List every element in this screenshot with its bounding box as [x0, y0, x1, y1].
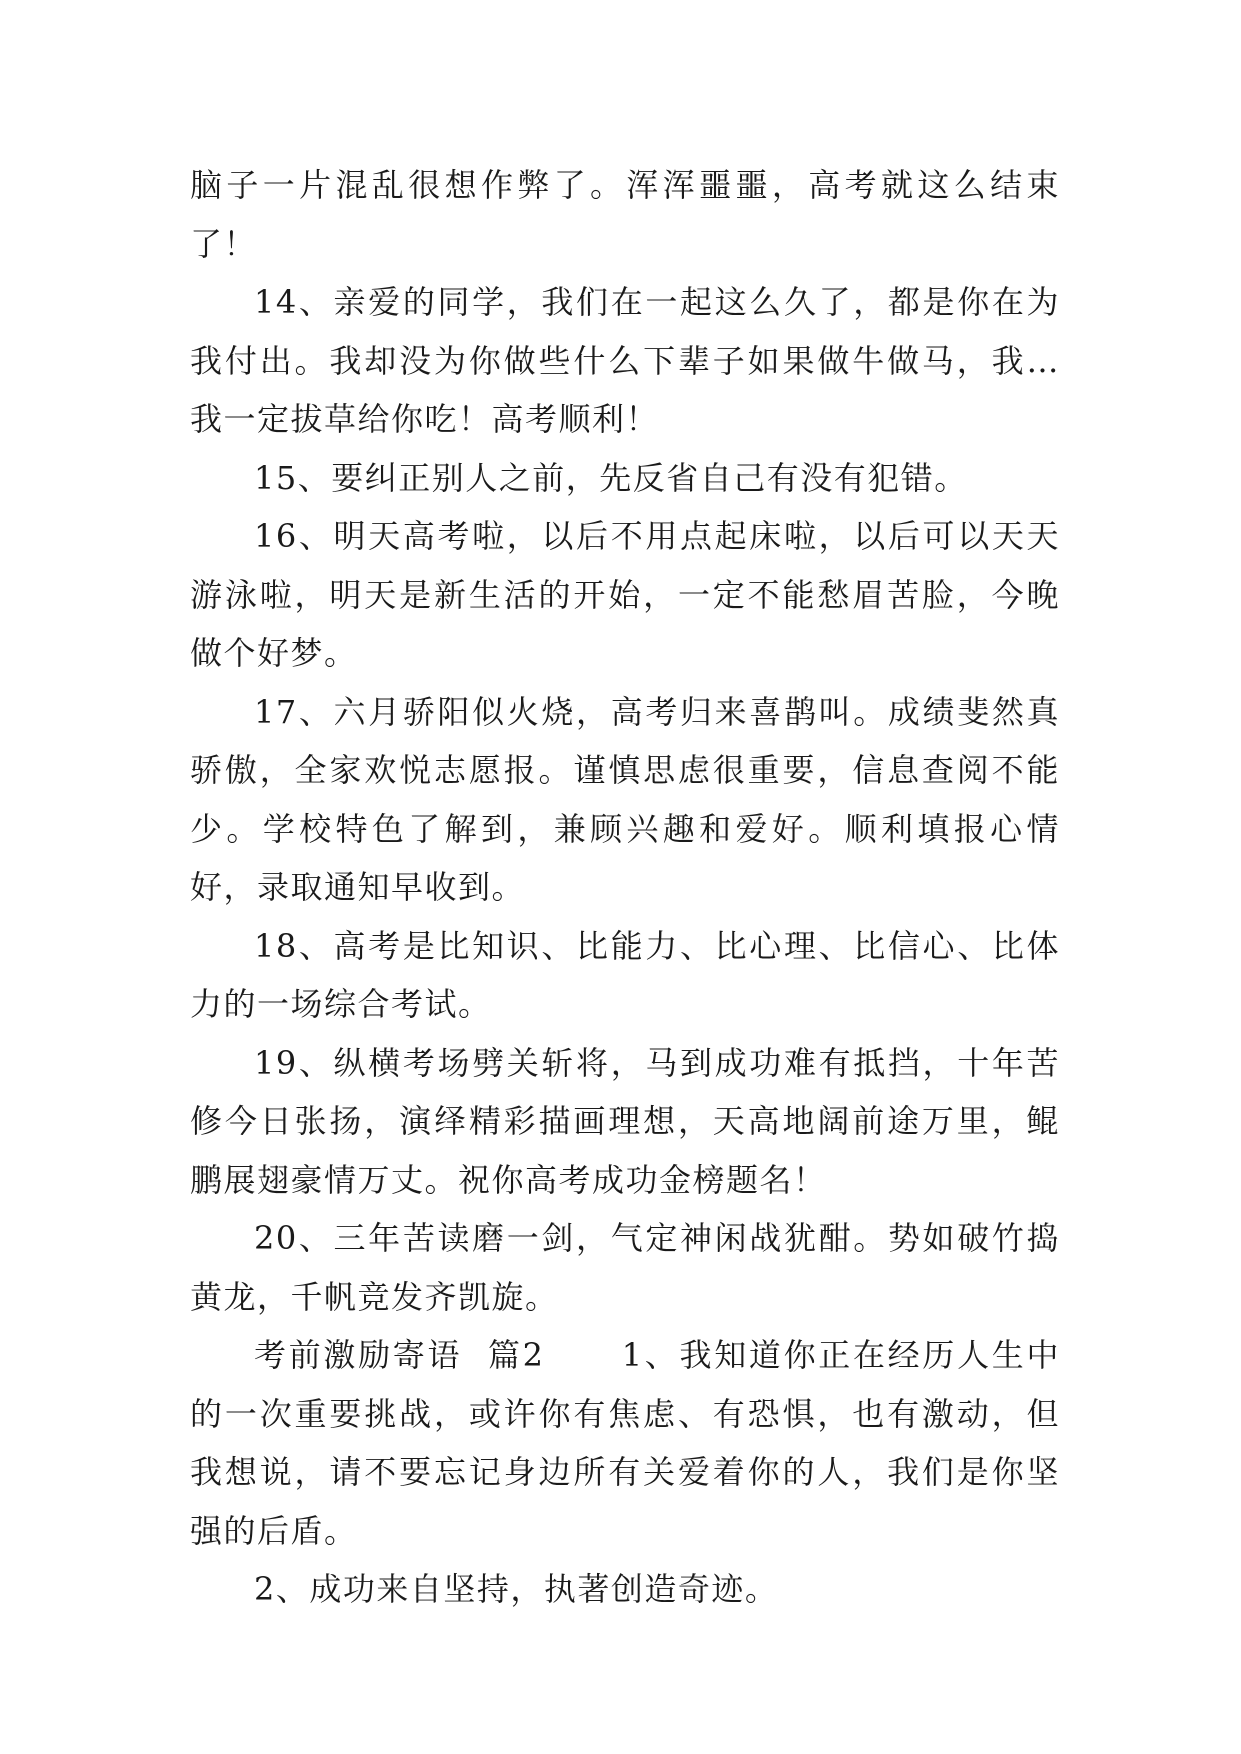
paragraph-item-17: 17、六月骄阳似火烧，高考归来喜鹊叫。成绩斐然真骄傲，全家欢悦志愿报。谨慎思虑很重要，信息查阅不能少。学校特色了解到，兼顾兴趣和爱好。顺利填报心情好，录取通知早收到。 [190, 692, 1060, 906]
paragraph-item-18: 18、高考是比知识、比能力、比心理、比信心、比体力的一场综合考试。 [190, 926, 1060, 1023]
paragraph-item-16: 16、明天高考啦，以后不用点起床啦，以后可以天天游泳啦，明天是新生活的开始，一定不能愁眉苦脸，今晚做个好梦。 [190, 517, 1060, 672]
paragraph-item-14: 14、亲爱的同学，我们在一起这么久了，都是你在为我付出。我却没为你做些什么下辈子如果做牛做马，我…我一定拔草给你吃！高考顺利！ [190, 283, 1060, 438]
paragraph-item-15: 15、要纠正别人之前，先反省自己有没有犯错。 [254, 458, 968, 497]
section-2-heading-paragraph: 考前激励寄语 篇2 1、我知道你正在经历人生中的一次重要挑战，或许你有焦虑、有恐惧，也有激动，但我想说，请不要忘记身边所有关爱着你的人，我们是你坚强的后盾。 [190, 1336, 1060, 1550]
paragraph-item-2: 2、成功来自坚持，执著创造奇迹。 [254, 1570, 779, 1608]
document-body [190, 156, 1060, 1619]
paragraph-item-13-continued: 脑子一片混乱很想作弊了。浑浑噩噩，高考就这么结束了！ [190, 166, 1060, 263]
paragraph-item-19: 19、纵横考场劈关斩将，马到成功难有抵挡，十年苦修今日张扬，演绎精彩描画理想，天高地阔前途万里，鲲鹏展翅豪情万丈。祝你高考成功金榜题名！ [190, 1043, 1060, 1199]
paragraph-item-20: 20、三年苦读磨一剑，气定神闲战犹酣。势如破竹捣黄龙，千帆竞发齐凯旋。 [190, 1219, 1060, 1316]
